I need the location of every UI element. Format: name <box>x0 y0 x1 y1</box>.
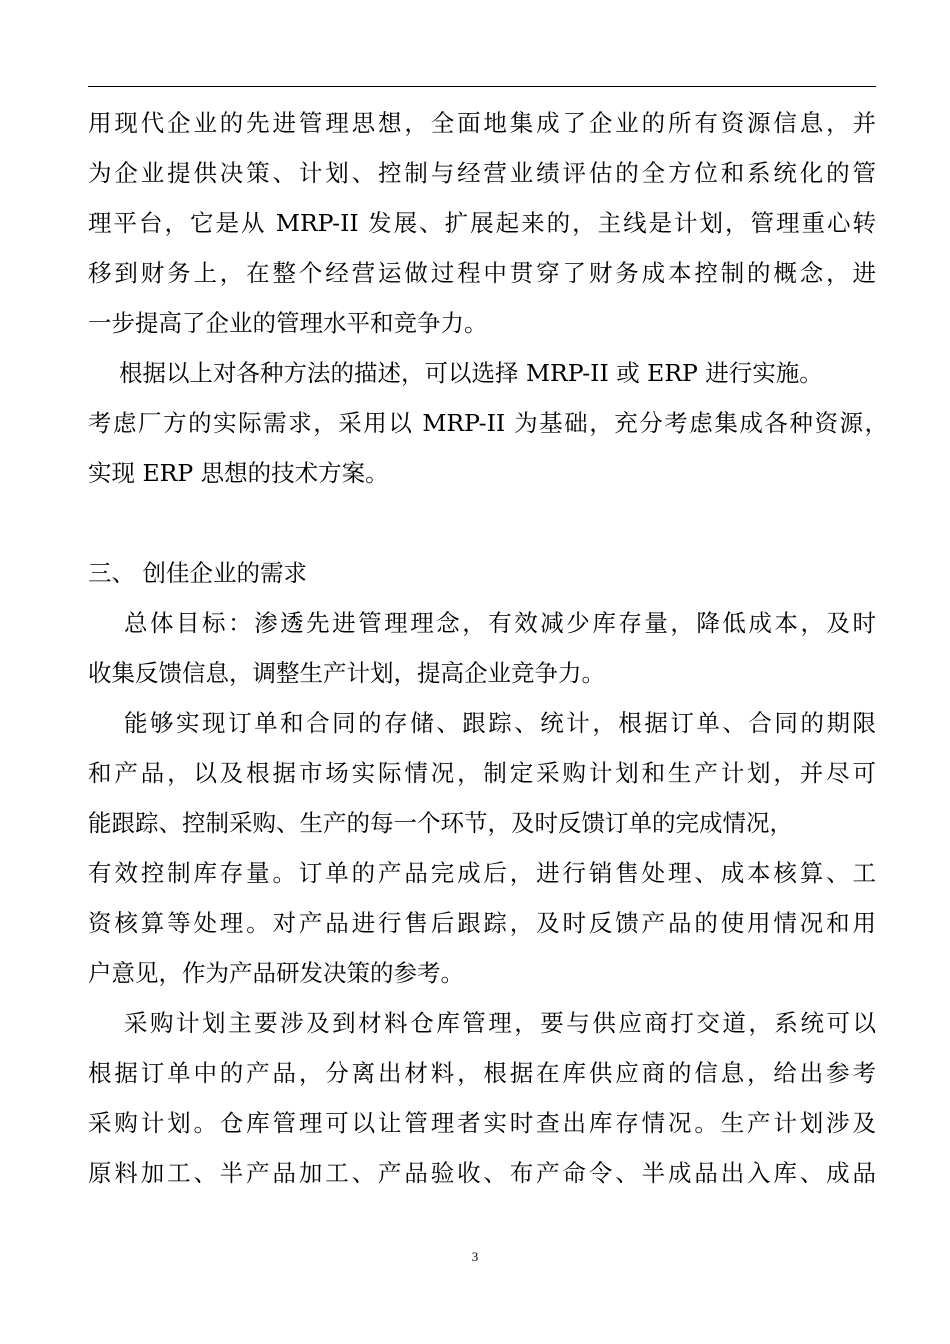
paragraph-line: 资核算等处理。对产品进行售后跟踪，及时反馈产品的使用情况和用 <box>88 909 876 937</box>
paragraph-line: 能跟踪、控制采购、生产的每一个环节，及时反馈订单的完成情况， <box>88 809 793 837</box>
document-body <box>88 98 888 1198</box>
paragraph-line: 为企业提供决策、计划、控制与经营业绩评估的全方位和系统化的管 <box>88 159 876 187</box>
paragraph-line: 根据以上对各种方法的描述，可以选择 MRP-II 或 ERP 进行实施。 <box>88 359 823 387</box>
paragraph-line: 能够实现订单和合同的存储、跟踪、统计，根据订单、合同的期限 <box>88 709 876 737</box>
paragraph-line: 原料加工、半产品加工、产品验收、布产命令、半成品出入库、成品 <box>88 1159 876 1187</box>
paragraph-line: 采购计划主要涉及到材料仓库管理，要与供应商打交道，系统可以 <box>88 1009 876 1037</box>
header-rule <box>88 86 876 87</box>
paragraph-line: 移到财务上，在整个经营运做过程中贯穿了财务成本控制的概念，进 <box>88 259 876 287</box>
blank-line <box>88 498 888 548</box>
paragraph-line: 用现代企业的先进管理思想，全面地集成了企业的所有资源信息，并 <box>88 109 876 137</box>
paragraph-line: 户意见，作为产品研发决策的参考。 <box>88 959 464 987</box>
paragraph-line: 考虑厂方的实际需求，采用以 MRP-II 为基础，充分考虑集成各种资源， <box>88 409 888 437</box>
paragraph-line: 收集反馈信息，调整生产计划，提高企业竞争力。 <box>88 659 605 687</box>
paragraph-line: 实现 ERP 思想的技术方案。 <box>88 459 389 487</box>
section-heading: 三、 创佳企业的需求 <box>88 559 307 587</box>
paragraph-line: 有效控制库存量。订单的产品完成后，进行销售处理、成本核算、工 <box>88 859 876 887</box>
paragraph-line: 一步提高了企业的管理水平和竞争力。 <box>88 309 488 337</box>
paragraph-line: 采购计划。仓库管理可以让管理者实时查出库存情况。生产计划涉及 <box>88 1109 876 1137</box>
paragraph-line: 和产品，以及根据市场实际情况，制定采购计划和生产计划，并尽可 <box>88 759 876 787</box>
page-number: 3 <box>471 1249 479 1264</box>
paragraph-line: 理平台，它是从 MRP-II 发展、扩展起来的，主线是计划，管理重心转 <box>88 209 876 237</box>
paragraph-line: 总体目标：渗透先进管理理念，有效减少库存量，降低成本，及时 <box>88 609 876 637</box>
paragraph-line: 根据订单中的产品，分离出材料，根据在库供应商的信息，给出参考 <box>88 1059 876 1087</box>
